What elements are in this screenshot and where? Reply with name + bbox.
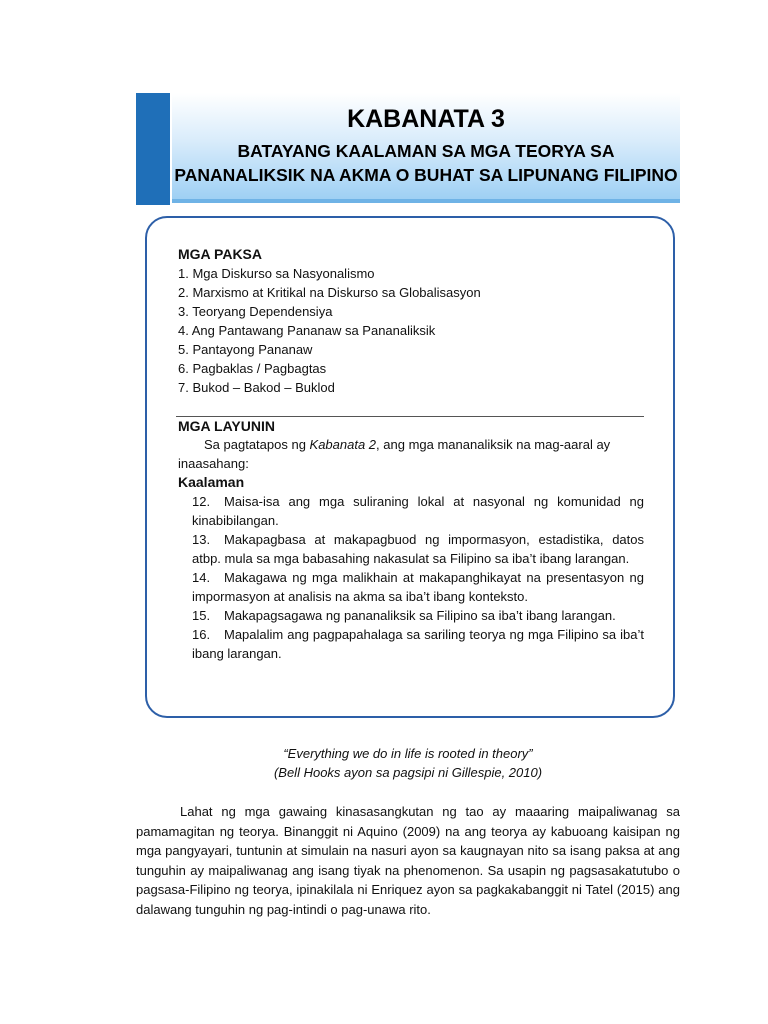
chapter-title: KABANATA 3 [347,105,505,133]
objectives-title: MGA LAYUNIN [178,418,275,434]
intro-text-italic: Kabanata 2 [309,437,377,452]
quote-attribution: (Bell Hooks ayon sa pagsipi ni Gillespie, 2010) [273,765,543,780]
objective-number: 12. [192,494,211,509]
topic-item: 3. Teoryang Dependensiya [178,304,333,319]
objective-text: Maisa-isa ang mga suliraning lokal at nasyonal ng komunidad ng kinabibilangan. [192,494,644,528]
topic-item: 1. Mga Diskurso sa Nasyonalismo [178,266,375,281]
objective-number: 13. [192,532,211,547]
objective-item [178,530,644,568]
objectives-intro [178,435,644,473]
topic-item: 4. Ang Pantawang Pananaw sa Pananaliksik [178,323,436,338]
topic-item: 2. Marxismo at Kritikal na Diskurso sa Globalisasyon [178,285,481,300]
objective-text: Makagawa ng mga malikhain at makapanghikayat na presentasyon ng impormasyon at analisis na akma sa iba’t ibang konteksto. [192,570,644,604]
objective-number: 14. [192,570,211,585]
topic-item: 5. Pantayong Pananaw [178,342,313,357]
header-accent-bar [136,93,170,205]
objectives-section [178,418,644,663]
topics-title: MGA PAKSA [178,246,262,262]
objective-item [178,606,644,625]
objective-number: 15. [192,608,211,623]
objective-item [178,568,644,606]
objective-text: Makapagbasa at makapagbuod ng impormasyon, estadistika, datos atbp. mula sa mga babasahing nakasulat sa Filipino sa iba’t ibang larangan. [192,532,644,566]
objective-number: 16. [192,627,211,642]
intro-text-before: Sa pagtatapos ng [204,437,310,452]
objectives-list [178,492,644,663]
chapter-subtitle [172,139,680,187]
quote-text: “Everything we do in life is rooted in theory” [283,746,533,761]
objective-text: Makapagsagawa ng pananaliksik sa Filipino sa iba’t ibang larangan. [224,608,616,623]
chapter-header [136,93,680,205]
subtitle-line-1: BATAYANG KAALAMAN SA MGA TEORYA SA [237,141,615,161]
objective-text: Mapalalim ang pagpapahalaga sa sariling teorya ng mga Filipino sa iba’t ibang larangan. [192,627,644,661]
body-paragraph: Lahat ng mga gawaing kinasasangkutan ng tao ay maaaring maipaliwanag sa pamamagitan ng teorya. Binanggit ni Aquino (2009) na ang teorya ay kabuoang kaisipan ng mga pangyayari, tuntunin at simulain na nasuri ayon sa kaugnayan nito sa isang paksa at ang tunguhin ay maipaliwanag ang isang tiyak na phenomenon. Sa usapin ng pagsasakatutubo o pagsasa-Filipino ng teorya, ipinakilala ni Enriquez ayon sa pagkakabanggit ni Tatel (2015) ang dalawang tunguhin ng pag-intindi o pag-unawa rito. [136,804,680,917]
section-divider [176,416,644,417]
subtitle-line-2: PANANALIKSIK NA AKMA O BUHAT SA LIPUNANG FILIPINO [174,165,678,185]
topic-item: 6. Pagbaklas / Pagbagtas [178,361,327,376]
topic-item: 7. Bukod – Bakod – Buklod [178,380,335,395]
topics-list [178,264,644,397]
objective-item [178,625,644,663]
header-underline [172,199,680,203]
objective-item [178,492,644,530]
intro-text-after: , ang mga mananaliksik na mag-aaral ay inaasahang: [178,437,611,471]
knowledge-subtitle: Kaalaman [178,474,245,490]
epigraph-quote [136,744,680,782]
topics-section [178,246,644,397]
